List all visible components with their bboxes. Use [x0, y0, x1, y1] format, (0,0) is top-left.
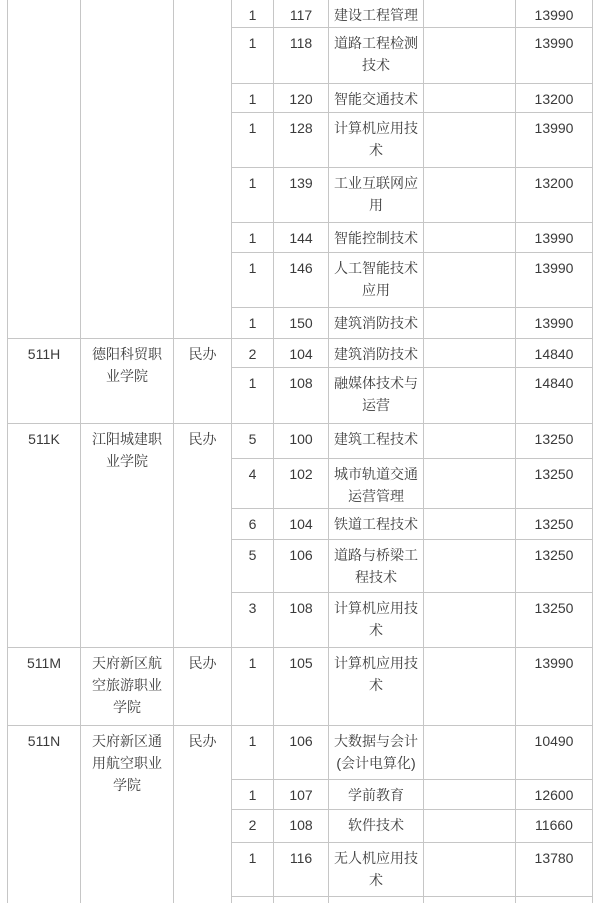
quota-cell: 1 — [232, 223, 274, 252]
major-name-cell: 建筑工程技术 — [329, 424, 424, 458]
college-type-cell: 民办 — [174, 648, 232, 725]
major-code-cell: 106 — [274, 726, 329, 779]
major-name-cell: 智能交通技术 — [329, 84, 424, 112]
major-name-cell: 智能控制技术 — [329, 223, 424, 252]
table-row — [232, 593, 593, 647]
quota-cell: 1 — [232, 843, 274, 896]
tuition-table — [7, 0, 593, 903]
quota-cell: 1 — [232, 368, 274, 423]
tuition-fee-cell: 13990 — [516, 113, 593, 167]
quota-cell: 1 — [232, 648, 274, 725]
college-type-cell: 民办 — [174, 339, 232, 423]
college-code-cell: 511K — [8, 424, 81, 647]
major-code-cell: 108 — [274, 368, 329, 423]
note-cell — [424, 540, 516, 592]
quota-cell: 1 — [232, 28, 274, 83]
table-row — [232, 308, 593, 338]
quota-cell: 2 — [232, 810, 274, 842]
major-rows — [232, 648, 593, 725]
tuition-fee-cell: 13990 — [516, 0, 593, 27]
table-row — [232, 0, 593, 28]
quota-cell: 1 — [232, 726, 274, 779]
major-name-cell: 铁道工程技术 — [329, 509, 424, 539]
college-block-511N — [8, 726, 593, 903]
college-name-cell: 江阳城建职业学院 — [81, 424, 174, 647]
note-cell — [424, 168, 516, 222]
college-code-cell — [8, 0, 81, 338]
note-cell — [424, 28, 516, 83]
major-name-cell: 软件技术 — [329, 810, 424, 842]
major-code-cell: 144 — [274, 223, 329, 252]
major-name-cell: 学前教育 — [329, 780, 424, 809]
tuition-fee-cell: 12600 — [516, 780, 593, 809]
table-row — [232, 648, 593, 725]
college-block-partial-top — [8, 0, 593, 339]
major-rows — [232, 726, 593, 903]
quota-cell: 4 — [232, 459, 274, 508]
note-cell — [424, 368, 516, 423]
quota-cell: 3 — [232, 593, 274, 647]
tuition-fee-cell: 13990 — [516, 253, 593, 307]
table-row — [232, 780, 593, 810]
major-code-cell: 100 — [274, 424, 329, 458]
note-cell — [424, 339, 516, 367]
major-name-cell: 建筑消防技术 — [329, 339, 424, 367]
note-cell — [424, 897, 516, 903]
note-cell — [424, 84, 516, 112]
major-rows — [232, 339, 593, 423]
table-row — [232, 540, 593, 593]
college-block-511M — [8, 648, 593, 726]
note-cell — [424, 223, 516, 252]
college-code-cell: 511N — [8, 726, 81, 903]
tuition-fee-cell: 13780 — [516, 843, 593, 896]
college-name-cell — [81, 0, 174, 338]
table-row — [232, 28, 593, 84]
major-rows — [232, 424, 593, 647]
tuition-fee-cell: 13250 — [516, 540, 593, 592]
college-name-cell: 天府新区通用航空职业学院 — [81, 726, 174, 903]
table-row-partial — [232, 897, 593, 903]
table-row — [232, 810, 593, 843]
college-code-cell: 511H — [8, 339, 81, 423]
major-code-cell: 150 — [274, 308, 329, 338]
table-row — [232, 368, 593, 423]
major-code-cell: 104 — [274, 509, 329, 539]
major-code-cell: 146 — [274, 253, 329, 307]
table-row — [232, 339, 593, 368]
major-name-cell: 人工智能技术应用 — [329, 253, 424, 307]
major-code-cell: 108 — [274, 810, 329, 842]
tuition-fee-cell: 14840 — [516, 368, 593, 423]
note-cell — [424, 843, 516, 896]
major-name-cell — [329, 897, 424, 903]
quota-cell: 5 — [232, 424, 274, 458]
note-cell — [424, 509, 516, 539]
tuition-fee-cell: 13990 — [516, 28, 593, 83]
note-cell — [424, 780, 516, 809]
major-name-cell: 计算机应用技术 — [329, 113, 424, 167]
note-cell — [424, 0, 516, 27]
quota-cell: 1 — [232, 84, 274, 112]
quota-cell: 1 — [232, 253, 274, 307]
table-row — [232, 424, 593, 459]
quota-cell — [232, 897, 274, 903]
note-cell — [424, 726, 516, 779]
major-code-cell: 106 — [274, 540, 329, 592]
major-name-cell: 大数据与会计(会计电算化) — [329, 726, 424, 779]
table-row — [232, 168, 593, 223]
tuition-fee-cell: 13250 — [516, 459, 593, 508]
major-code-cell: 104 — [274, 339, 329, 367]
table-row — [232, 223, 593, 253]
tuition-fee-cell: 10490 — [516, 726, 593, 779]
tuition-fee-cell: 13250 — [516, 424, 593, 458]
major-name-cell: 无人机应用技术 — [329, 843, 424, 896]
note-cell — [424, 113, 516, 167]
table-row — [232, 509, 593, 540]
table-row — [232, 459, 593, 509]
note-cell — [424, 459, 516, 508]
note-cell — [424, 593, 516, 647]
tuition-fee-cell: 14840 — [516, 339, 593, 367]
major-name-cell: 计算机应用技术 — [329, 648, 424, 725]
major-name-cell: 建设工程管理 — [329, 0, 424, 27]
major-name-cell: 城市轨道交通运营管理 — [329, 459, 424, 508]
major-name-cell: 融媒体技术与运营 — [329, 368, 424, 423]
major-rows — [232, 0, 593, 338]
tuition-fee-cell: 13200 — [516, 84, 593, 112]
table-row — [232, 84, 593, 113]
major-code-cell: 102 — [274, 459, 329, 508]
major-code-cell: 139 — [274, 168, 329, 222]
note-cell — [424, 308, 516, 338]
tuition-fee-cell: 13990 — [516, 223, 593, 252]
note-cell — [424, 648, 516, 725]
tuition-fee-cell: 13250 — [516, 593, 593, 647]
major-name-cell: 道路与桥梁工程技术 — [329, 540, 424, 592]
table-row — [232, 726, 593, 780]
tuition-fee-cell: 13250 — [516, 509, 593, 539]
table-row — [232, 253, 593, 308]
quota-cell: 1 — [232, 113, 274, 167]
tuition-fee-cell: 13990 — [516, 648, 593, 725]
major-code-cell: 108 — [274, 593, 329, 647]
tuition-fee-cell — [516, 897, 593, 903]
quota-cell: 1 — [232, 168, 274, 222]
college-name-cell: 德阳科贸职业学院 — [81, 339, 174, 423]
table-row — [232, 113, 593, 168]
note-cell — [424, 810, 516, 842]
tuition-fee-cell: 13990 — [516, 308, 593, 338]
major-name-cell: 建筑消防技术 — [329, 308, 424, 338]
quota-cell: 1 — [232, 780, 274, 809]
major-code-cell: 118 — [274, 28, 329, 83]
major-code-cell: 105 — [274, 648, 329, 725]
table-row — [232, 843, 593, 897]
tuition-fee-cell: 13200 — [516, 168, 593, 222]
quota-cell: 1 — [232, 0, 274, 27]
major-code-cell — [274, 897, 329, 903]
major-name-cell: 道路工程检测技术 — [329, 28, 424, 83]
major-code-cell: 107 — [274, 780, 329, 809]
college-code-cell: 511M — [8, 648, 81, 725]
college-type-cell — [174, 0, 232, 338]
note-cell — [424, 253, 516, 307]
college-type-cell: 民办 — [174, 726, 232, 903]
major-name-cell: 工业互联网应用 — [329, 168, 424, 222]
college-name-cell: 天府新区航空旅游职业学院 — [81, 648, 174, 725]
college-block-511H — [8, 339, 593, 424]
college-block-511K — [8, 424, 593, 648]
tuition-fee-cell: 11660 — [516, 810, 593, 842]
major-code-cell: 117 — [274, 0, 329, 27]
college-type-cell: 民办 — [174, 424, 232, 647]
major-code-cell: 116 — [274, 843, 329, 896]
quota-cell: 6 — [232, 509, 274, 539]
quota-cell: 1 — [232, 308, 274, 338]
major-name-cell: 计算机应用技术 — [329, 593, 424, 647]
major-code-cell: 128 — [274, 113, 329, 167]
quota-cell: 5 — [232, 540, 274, 592]
major-code-cell: 120 — [274, 84, 329, 112]
note-cell — [424, 424, 516, 458]
quota-cell: 2 — [232, 339, 274, 367]
